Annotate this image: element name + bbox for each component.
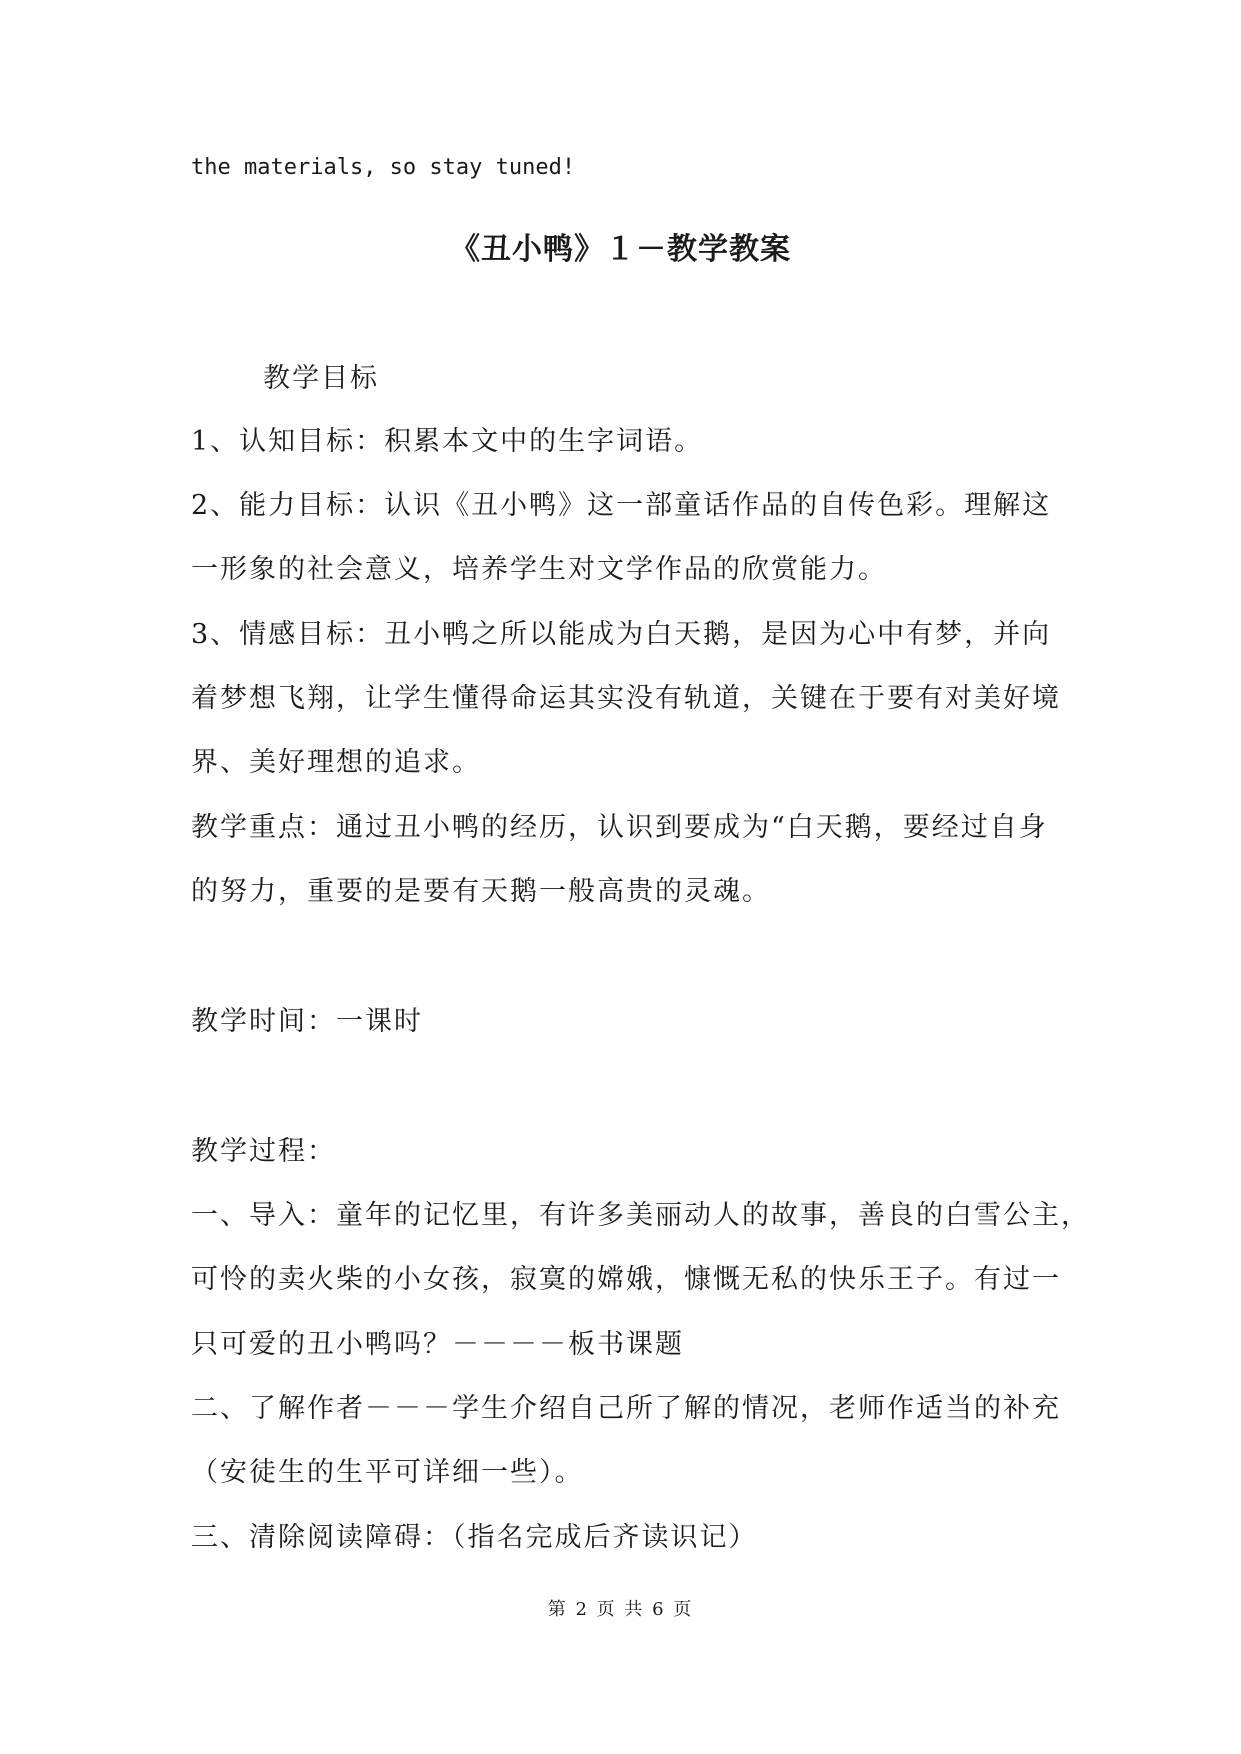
paragraph-line: 一、导入：童年的记忆里，有许多美丽动人的故事，善良的白雪公主， — [191, 1200, 1090, 1231]
page-footer: 第 2 页 共 6 页 — [547, 1599, 694, 1620]
paragraph-line: 2、能力目标：认识《丑小鸭》这一部童话作品的自传色彩。理解这 — [191, 490, 1052, 521]
paragraph-line: 1、认知目标：积累本文中的生字词语。 — [191, 426, 704, 457]
paragraph-line: 3、情感目标：丑小鸭之所以能成为白天鹅，是因为心中有梦，并向 — [191, 619, 1052, 650]
goals-heading: 教学目标 — [263, 363, 379, 394]
paragraph-line: 可怜的卖火柴的小女孩，寂寞的嫦娥，慷慨无私的快乐王子。有过一 — [191, 1264, 1061, 1295]
paragraph-line: 的努力，重要的是要有天鹅一般高贵的灵魂。 — [191, 876, 771, 907]
teaching-time: 教学时间：一课时 — [191, 1006, 423, 1037]
paragraph-line: 只可爱的丑小鸭吗？－－－－板书课题 — [191, 1329, 684, 1360]
paragraph-line: 三、清除阅读障碍：（指名完成后齐读识记） — [191, 1522, 758, 1553]
paragraph-line: 着梦想飞翔，让学生懂得命运其实没有轨道，关键在于要有对美好境 — [191, 683, 1061, 714]
process-heading: 教学过程： — [191, 1136, 336, 1167]
paragraph-line: 一形象的社会意义，培养学生对文学作品的欣赏能力。 — [191, 554, 887, 585]
page-title: 《丑小鸭》１－教学教案 — [450, 232, 791, 267]
paragraph-line: （安徒生的生平可详细一些）。 — [191, 1457, 584, 1488]
continuation-text: the materials, so stay tuned! — [191, 155, 576, 180]
paragraph-line: 二、了解作者－－－学生介绍自己所了解的情况，老师作适当的补充 — [191, 1393, 1061, 1424]
paragraph-line: 界、美好理想的追求。 — [191, 747, 481, 778]
paragraph-line: 教学重点：通过丑小鸭的经历，认识到要成为“白天鹅，要经过自身 — [191, 812, 1048, 843]
